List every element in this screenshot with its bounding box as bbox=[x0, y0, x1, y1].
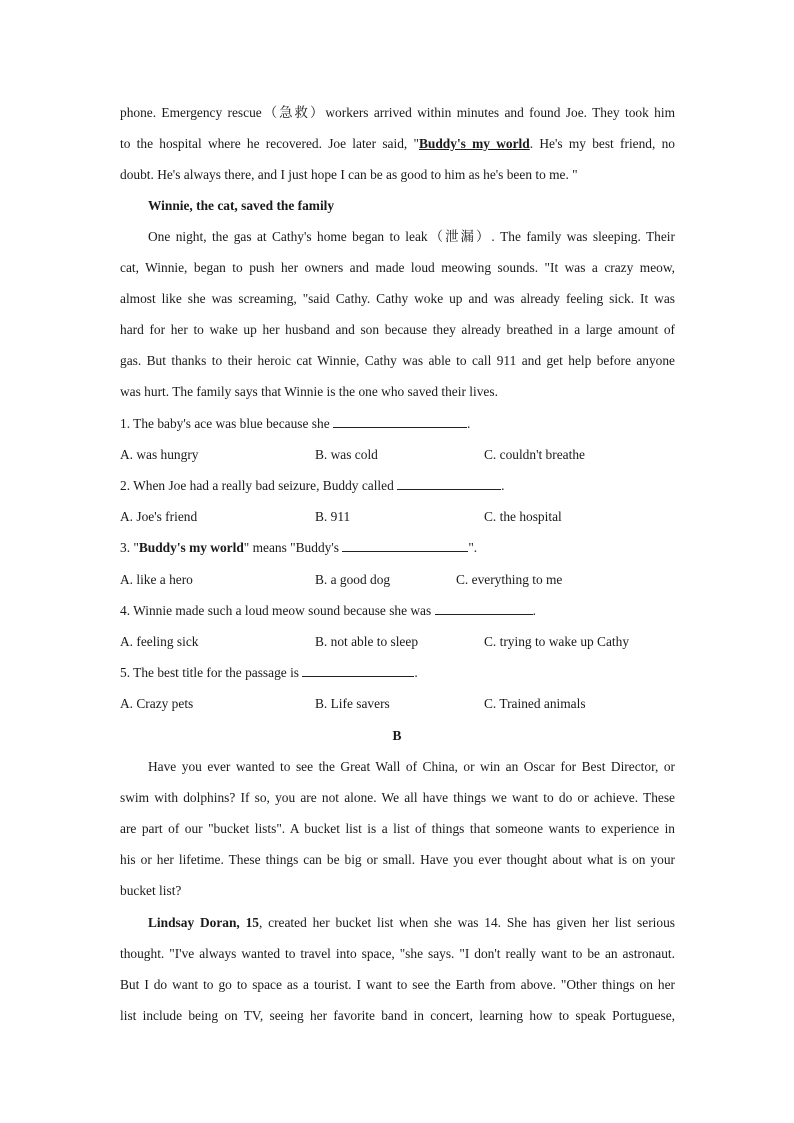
question-1-option-c: C. couldn't breathe bbox=[484, 447, 585, 462]
question-5-stem bbox=[120, 663, 675, 683]
question-2-option-b: B. 911 bbox=[315, 509, 351, 524]
question-3-stem bbox=[120, 538, 675, 558]
question-1-text: 1. The baby's ace was blue because she bbox=[120, 416, 330, 431]
question-2-answer-blank[interactable] bbox=[397, 476, 501, 490]
question-2-text: 2. When Joe had a really bad seizure, Buddy called bbox=[120, 478, 394, 493]
section-b-para-2-line-1-text: , created her bucket list when she was 14. She has given her list serious bbox=[258, 915, 675, 930]
question-2-option-a: A. Joe's friend bbox=[120, 509, 198, 524]
passage-a-line-1: phone. Emergency rescue（急救）workers arrived within minutes and found Joe. They took him bbox=[120, 105, 675, 120]
question-1-option-a: A. was hungry bbox=[120, 447, 199, 462]
question-5-answer-blank[interactable] bbox=[302, 663, 414, 677]
passage-a-line-2 bbox=[120, 134, 675, 154]
question-1-end: . bbox=[467, 416, 471, 431]
section-b-para-2-line-2: thought. "I've always wanted to travel into space, "she says. "I don't really want to be an astronaut. bbox=[120, 946, 675, 961]
section-b-para-1-line-1: Have you ever wanted to see the Great Wall of China, or win an Oscar for Best Director, or bbox=[148, 759, 675, 774]
question-4-stem bbox=[120, 601, 675, 621]
winnie-line-6: was hurt. The family says that Winnie is the one who saved their lives. bbox=[120, 384, 498, 399]
question-1-option-b: B. was cold bbox=[315, 447, 378, 462]
question-4-answer-blank[interactable] bbox=[435, 601, 533, 615]
section-b-para-2-line-1 bbox=[148, 913, 675, 933]
section-b-para-1-line-5: bucket list? bbox=[120, 883, 182, 898]
section-b-heading: B bbox=[392, 728, 402, 743]
question-2-end: . bbox=[501, 478, 505, 493]
winnie-line-4: hard for her to wake up her husband and son because they already breathed in a large amount of bbox=[120, 322, 675, 337]
section-b-para-1-line-4: his or her lifetime. These things can be big or small. Have you ever thought about what is on your bbox=[120, 852, 675, 867]
question-4-end: . bbox=[532, 603, 536, 618]
question-4-option-a: A. feeling sick bbox=[120, 634, 199, 649]
question-3-option-c: C. everything to me bbox=[456, 572, 563, 587]
question-3-answer-blank[interactable] bbox=[342, 538, 468, 552]
question-1-stem bbox=[120, 414, 675, 434]
winnie-line-2: cat, Winnie, began to push her owners and made loud meowing sounds. "It was a crazy meow, bbox=[120, 260, 675, 275]
question-4-text: 4. Winnie made such a loud meow sound because she was bbox=[120, 603, 432, 618]
question-5-option-c: C. Trained animals bbox=[484, 696, 586, 711]
section-b-para-2-line-4: list include being on TV, seeing her favorite band in concert, learning how to speak Portuguese, bbox=[120, 1008, 675, 1023]
question-5-option-b: B. Life savers bbox=[315, 696, 390, 711]
question-4-option-b: B. not able to sleep bbox=[315, 634, 419, 649]
buddys-world-quote: Buddy's my world bbox=[418, 136, 530, 151]
question-2-stem bbox=[120, 476, 675, 496]
question-1-answer-blank[interactable] bbox=[333, 414, 467, 428]
winnie-line-5: gas. But thanks to their heroic cat Winnie, Cathy was able to call 911 and get help before anyone bbox=[120, 353, 675, 368]
question-3-option-a: A. like a hero bbox=[120, 572, 193, 587]
section-b-para-1-line-2: swim with dolphins? If so, you are not alone. We all have things we want to do or achieve. These bbox=[120, 790, 675, 805]
question-3-quote: Buddy's my world bbox=[138, 540, 244, 555]
winnie-line-1: One night, the gas at Cathy's home began to leak（泄漏）. The family was sleeping. Their bbox=[148, 229, 675, 244]
question-4-option-c: C. trying to wake up Cathy bbox=[484, 634, 630, 649]
section-b-para-1-line-3: are part of our "bucket lists". A bucket list is a list of things that someone wants to experience in bbox=[120, 821, 675, 836]
winnie-heading: Winnie, the cat, saved the family bbox=[148, 198, 335, 213]
winnie-line-3: almost like she was screaming, "said Cathy. Cathy woke up and was already feeling sick. It was bbox=[120, 291, 675, 306]
question-3-text-pre: 3. " bbox=[120, 540, 139, 555]
question-2-option-c: C. the hospital bbox=[484, 509, 562, 524]
question-3-end: ". bbox=[468, 540, 478, 555]
question-5-option-a: A. Crazy pets bbox=[120, 696, 194, 711]
passage-a-line-2-end: . He's my best friend, no bbox=[529, 136, 675, 151]
question-5-end: . bbox=[414, 665, 418, 680]
question-5-text: 5. The best title for the passage is bbox=[120, 665, 299, 680]
question-3-text-post: " means "Buddy's bbox=[243, 540, 339, 555]
lindsay-doran-name: Lindsay Doran, 15 bbox=[148, 915, 259, 930]
question-3-option-b: B. a good dog bbox=[315, 572, 391, 587]
passage-a-line-2-text: to the hospital where he recovered. Joe later said, " bbox=[120, 136, 419, 151]
section-b-para-2-line-3: But I do want to go to space as a tourist. I want to see the Earth from above. "Other things on her bbox=[120, 977, 675, 992]
passage-a-line-3: doubt. He's always there, and I just hope I can be as good to him as he's been to me. " bbox=[120, 167, 578, 182]
